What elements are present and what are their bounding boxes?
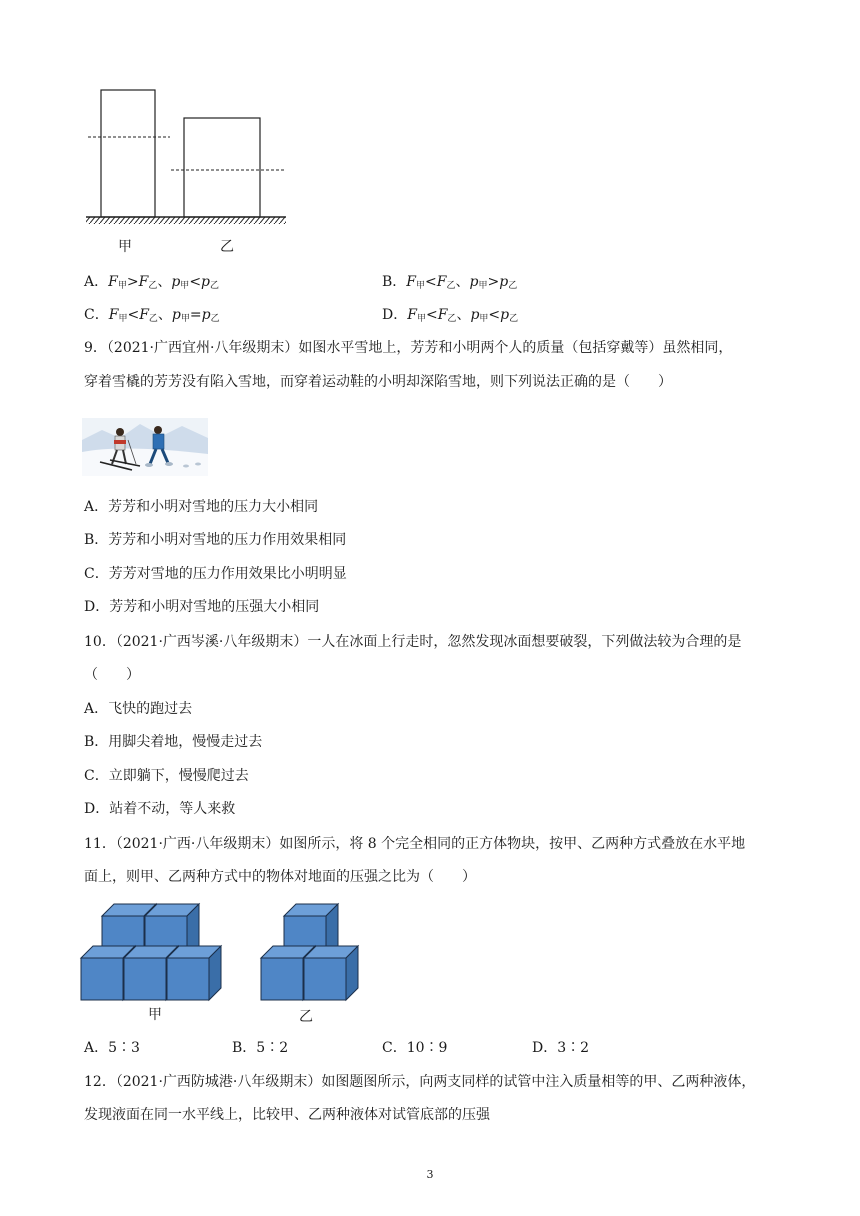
q9-option-d[interactable]: D．芳芳和小明对雪地的压强大小相同 (84, 599, 320, 615)
snow-scene-image (82, 418, 208, 476)
q9-option-c[interactable]: C．芳芳对雪地的压力作用效果比小明明显 (84, 566, 347, 582)
q10-stem-line2: （ ） (84, 667, 140, 683)
cube-jia-bottom-3 (167, 946, 221, 1000)
q12-stem-line1: 12．（2021·广西防城港·八年级期末）如图题图所示，向两支同样的试管中注入质量相等的甲、乙两种液体， (84, 1074, 756, 1090)
page-number: 3 (426, 1168, 434, 1181)
q10-stem-line1: 10．（2021·广西岑溪·八年级期末）一人在冰面上行走时，忽然发现冰面想要破裂，下列做法较为合理的是 (84, 634, 742, 650)
figure-label-yi: 乙 (220, 239, 234, 255)
q10-option-b[interactable]: B．用脚尖着地，慢慢走过去 (84, 734, 263, 750)
container-jia (101, 90, 155, 217)
q10-option-a[interactable]: A．飞快的跑过去 (84, 701, 193, 717)
cube-yi-bottom-2 (304, 946, 358, 1000)
figure-label-jia: 甲 (118, 239, 132, 255)
q8-option-a[interactable]: A．$F_甲>F_乙$、$p_甲<p_乙$ (84, 274, 220, 291)
q10-option-d[interactable]: D．站着不动，等人来救 (84, 801, 236, 817)
q11-option-a[interactable]: A．5∶3 (84, 1040, 140, 1056)
q11-option-b[interactable]: B．5∶2 (232, 1040, 289, 1056)
q11-option-c[interactable]: C．10∶9 (382, 1040, 448, 1056)
ground-hatch (86, 217, 286, 224)
containers-figure (80, 85, 300, 225)
cubes-label-yi: 乙 (299, 1009, 313, 1025)
cubes-label-jia: 甲 (148, 1007, 162, 1023)
q8-option-d[interactable]: D．$F_甲<F_乙$、$p_甲<p_乙$ (382, 307, 519, 324)
q11-stem-line2: 面上，则甲、乙两种方式中的物体对地面的压强之比为（ ） (84, 869, 476, 885)
q9-stem-line2: 穿着雪橇的芳芳没有陷入雪地，而穿着运动鞋的小明却深陷雪地，则下列说法正确的是（ ） (84, 374, 672, 390)
q9-stem-line1: 9．（2021·广西宜州·八年级期末）如图水平雪地上，芳芳和小明两个人的质量（包括穿戴等）虽然相同， (84, 340, 733, 356)
q11-option-d[interactable]: D．3∶2 (532, 1040, 590, 1056)
q10-option-c[interactable]: C．立即躺下，慢慢爬过去 (84, 768, 249, 784)
q11-stem-line1: 11．（2021·广西·八年级期末）如图所示，将 8 个完全相同的正方体物块，按甲、乙两种方式叠放在水平地 (84, 836, 746, 852)
cubes-figure (78, 898, 368, 1006)
q9-option-a[interactable]: A．芳芳和小明对雪地的压力大小相同 (84, 499, 319, 515)
q12-stem-line2: 发现液面在同一水平线上，比较甲、乙两种液体对试管底部的压强 (84, 1107, 490, 1123)
q8-option-b[interactable]: B．$F_甲<F_乙$、$p_甲>p_乙$ (382, 274, 518, 291)
q9-option-b[interactable]: B．芳芳和小明对雪地的压力作用效果相同 (84, 532, 347, 548)
container-yi (184, 118, 260, 217)
q8-option-c[interactable]: C．$F_甲<F_乙$、$p_甲=p_乙$ (84, 307, 220, 324)
